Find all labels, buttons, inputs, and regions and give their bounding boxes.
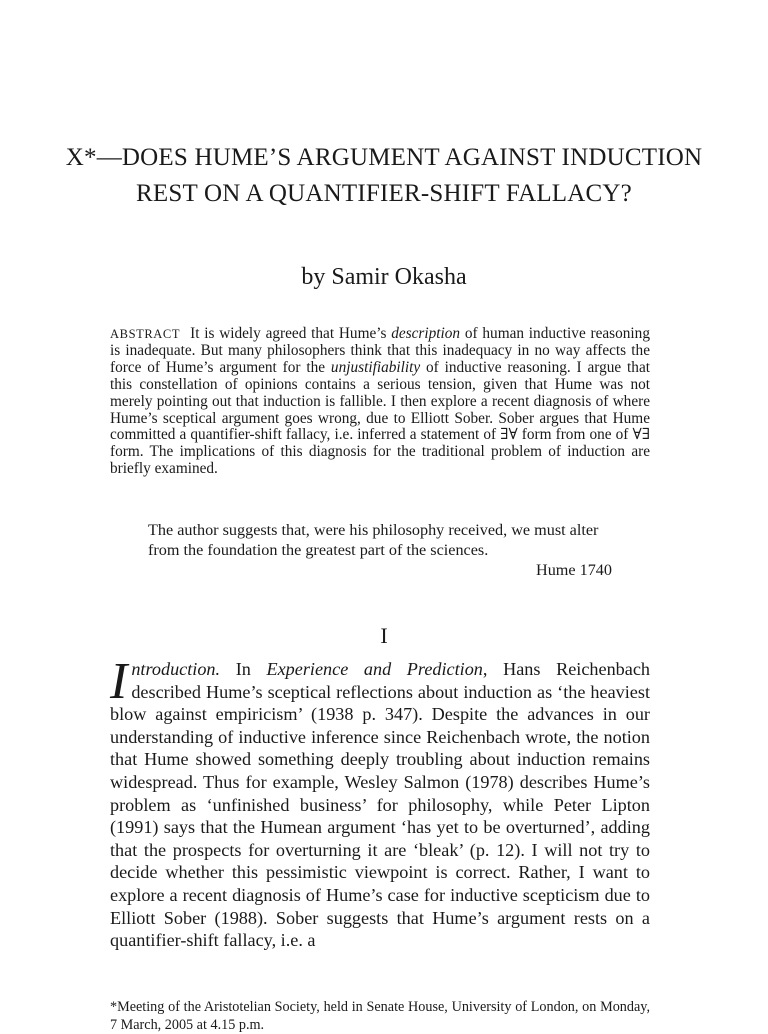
- body-paragraph: [110, 653, 650, 952]
- section-heading: ntroduction.: [131, 659, 221, 679]
- footnote: *Meeting of the Aristotelian Society, held in Senate House, University of London, on Monday, 7 March, 2005 at 4.15 p.m.: [110, 999, 650, 1033]
- abstract-text-3: of inductive reasoning. I argue that this constellation of opinions contains a serious tension, given that Hume was not merely pointing out that induction is fallible. I then explore a recent diagnosis of where Hume’s sceptical argument goes wrong, due to Elliott Sober. Sober argues that Hume committed a quantifier-shift fallacy, i.e. inferred a statement of ∃∀ form from one of ∀∃ form. The implications of this diagnosis for the traditional problem of induction are briefly examined.: [110, 358, 650, 478]
- article-title-text: —DOES HUME’S ARGUMENT AGAINST INDUCTION REST ON A QUANTIFIER-SHIFT FALLACY?: [96, 144, 703, 207]
- abstract-text-1: It is widely agreed that Hume’s: [190, 325, 392, 342]
- body-text-1: In: [220, 659, 267, 679]
- epigraph: [148, 520, 618, 580]
- body-text-2: , Hans Reichenbach described Hume’s sceptical reflections about induction as ‘the heaviest blow against empiricism’ (1938 p. 347). Despite the advances in our understanding of inductive inference since Reichenbach wrote, the notion that Hume showed something deeply troubling about induction remains widespread. Thus for example, Wesley Salmon (1978) describes Hume’s problem as ‘unfinished business’ for philosophy, while Peter Lipton (1991) says that the Humean argument ‘has yet to be overturned’, adding that the prospects for overturning it are ‘bleak’ (p. 12). I will not try to decide whether this pessimistic viewpoint is correct. Rather, I want to explore a recent diagnosis of Hume’s case for inductive scepticism due to Elliott Sober (1988). Sober suggests that Hume’s argument rests on a quantifier-shift fallacy, i.e. a: [110, 659, 650, 951]
- abstract-emphasis-unjustifiability: unjustifiability: [330, 358, 421, 376]
- epigraph-source: Hume 1740: [536, 561, 612, 579]
- article-number: X*: [65, 144, 97, 171]
- abstract-emphasis-description: description: [391, 325, 461, 342]
- section-number: I: [380, 623, 388, 648]
- abstract: [110, 326, 650, 478]
- abstract-text-2: of human inductive reasoning is inadequate. But many philosophers think that this inadequacy in no way affects the force of Hume’s argument for the: [110, 325, 650, 376]
- article-title: [60, 140, 708, 212]
- drop-cap: I: [110, 653, 128, 710]
- author-byline: by Samir Okasha: [301, 264, 467, 290]
- abstract-label: ABSTRACT: [110, 327, 181, 341]
- epigraph-quote: The author suggests that, were his philosophy received, we must alter from the foundation the greatest part of the sciences.: [148, 521, 599, 559]
- book-title: Experience and Prediction: [266, 659, 483, 679]
